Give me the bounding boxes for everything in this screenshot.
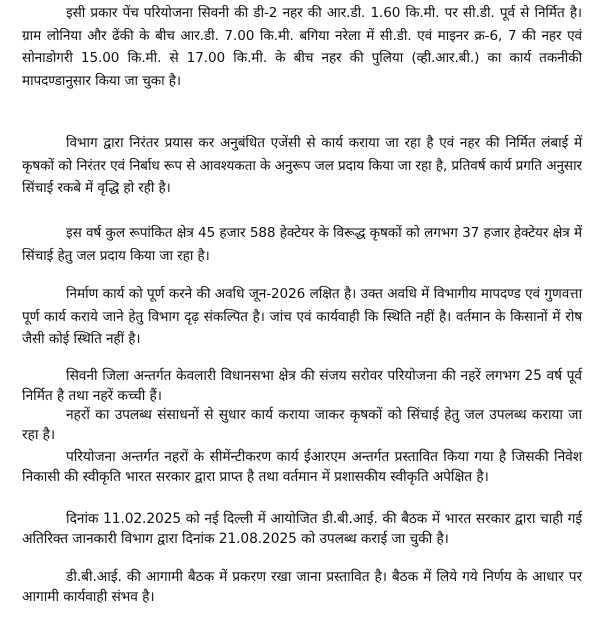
paragraph-completion-target: निर्माण कार्य को पूर्ण करने की अवधि जून-2026 लक्षित है। उक्त अवधि में विभागीय मापदण्ड एवं गुणवत्ता पूर्ण कार्य कराये जाने हेतु विभाग दृढ़ संकल्पित है। जांच एवं कार्यवाही कि स्थिति नहीं है। वर्तमान के किसानों में रोष जैसी कोई स्थिति नहीं है। (22, 286, 582, 347)
paragraph-pench-project-cd-works: इसी प्रकार पेंच परियोजना सिवनी की डी-2 नहर की आर.डी. 1.60 कि.मी. पर सी.डी. पूर्व से निर्मित है। ग्राम लोनिया और ढेंकी के बीच आर.डी. 7.00 कि.मी. बगिया नरेला में सी.डी. एवं माइनर क्र-6, 7 की नहर एवं सोनाडोगरी 15.00 कि.मी. से 17.00 कि.मी. के बीच नहर की पुलिया (व्ही.आर.बी.) का कार्य तकनीकी मापदण्डानुसार किया जा चुका है। (22, 5, 582, 89)
paragraph-irrigation-area: इस वर्ष कुल रूपांकित क्षेत्र 45 हजार 588 हेक्टेयर के विरूद्ध कृषकों को लगभग 37 हजार हेक्टेयर क्षेत्र में सिंचाई हेतु जल प्रदाय किया जा रहा है। (22, 225, 582, 264)
paragraph-continuous-water-supply: विभाग द्वारा निरंतर प्रयास कर अनुबंधित एजेंसी से कार्य कराया जा रहा है एवं नहर की निर्मित लंबाई में कृषकों को निरंतर एवं निर्बाध रूप से आवश्यकता के अनुरूप जल प्रदाय किया जा रहा है, प्रतिवर्ष कार्य प्रगति अनुसार सिंचाई रकबे में वृद्धि हो रही है। (22, 135, 582, 196)
paragraph-next-dbi-meeting: डी.बी.आई. की आगामी बैठक में प्रकरण रखा जाना प्रस्तावित है। बैठक में लिये गये निर्णय के आधार पर आगामी कार्यवाही संभव है। (22, 569, 582, 605)
paragraph-cement-lining-proposal: परियोजना अन्तर्गत नहरों के सीमेंन्टीकरण कार्य ईआरएम अन्तर्गत प्रस्तावित किया गया है जिसकी निवेश निकासी की स्वीकृति भारत सरकार द्वारा प्राप्त है तथा वर्तमान में प्रशासकीय स्वीकृति अपेक्षित है। (22, 449, 582, 485)
paragraph-sanjay-sarovar-canals: सिवनी जिला अन्तर्गत केवलारी विधानसभा क्षेत्र की संजय सरोवर परियोजना की नहरें लगभग 25 वर्ष पूर्व निर्मित है तथा नहरें कच्ची हैं। (22, 368, 582, 404)
paragraph-dbi-meeting-info: दिनांक 11.02.2025 को नई दिल्ली में आयोजित डी.बी.आई. की बैठक में भारत सरकार द्वारा चाही गई अतिरिक्त जानकारी विभाग द्वारा दिनांक 21.08.2025 को उपलब्ध कराई जा चुकी है। (22, 511, 582, 547)
paragraph-canal-improvement: नहरों का उपलब्ध संसाधनों से सुधार कार्य कराया जाकर कृषकों को सिंचाई हेतु जल उपलब्ध कराया जा रहा है। (22, 407, 582, 443)
